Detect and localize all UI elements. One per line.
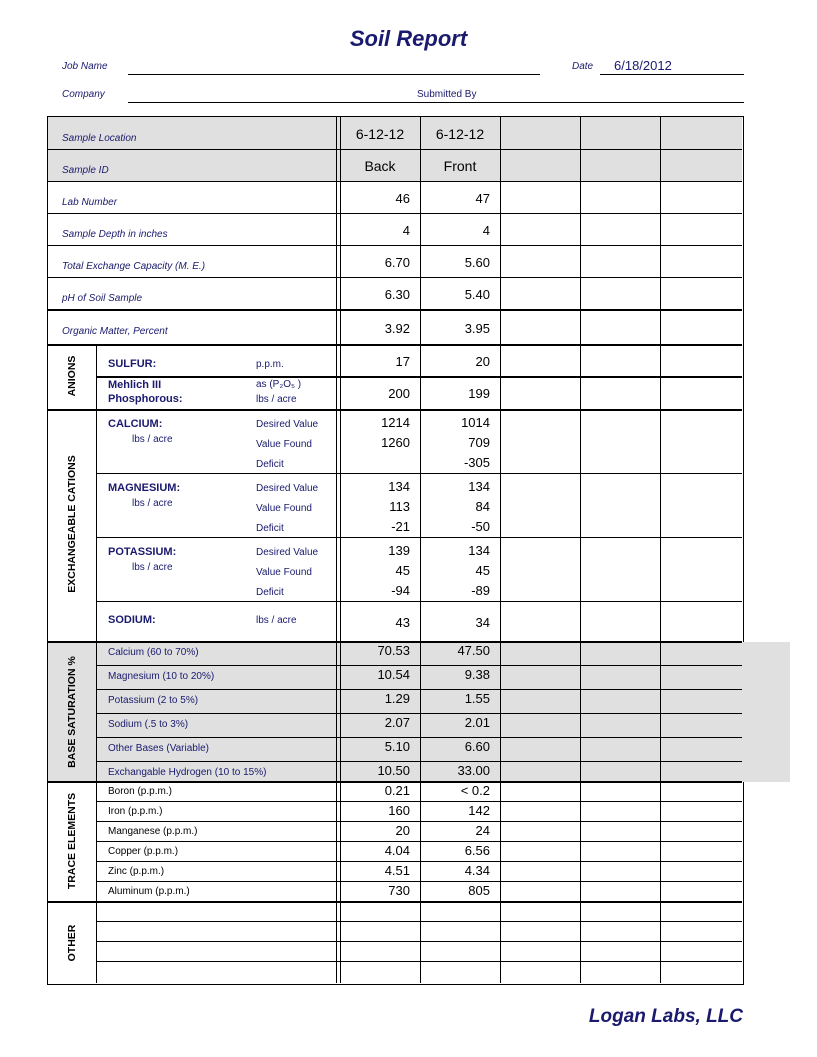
bs-magnesium-front: 9.38 [464,667,490,682]
ph-label: pH of Soil Sample [62,293,143,304]
bs-magnesium-back: 10.54 [377,667,410,682]
date-value[interactable]: 6/18/2012 [614,58,672,73]
sample-location-front: 6-12-12 [435,126,485,142]
bs-calcium-back: 70.53 [377,643,410,658]
sample-location-label: Sample Location [62,133,137,144]
potassium-label: POTASSIUM: [108,546,177,558]
sulfur-back: 17 [395,354,410,369]
bs-potassium-front: 1.55 [464,691,490,706]
ph-front: 5.40 [464,287,490,302]
trace-manganese-front: 24 [475,823,490,838]
bs-potassium-label: Potassium (2 to 5%) [108,695,199,706]
trace-boron-front: < 0.2 [460,783,490,798]
bs-hydrogen-front: 33.00 [457,763,490,778]
bs-other-label: Other Bases (Variable) [108,743,209,754]
magnesium-back-desired: 134 [388,479,410,494]
magnesium-desired-label: Desired Value [256,483,319,494]
trace-zinc-front: 4.34 [464,863,490,878]
sodium-front: 34 [475,615,490,630]
tec-back: 6.70 [384,255,410,270]
trace-copper-front: 6.56 [464,843,490,858]
trace-copper-back: 4.04 [384,843,410,858]
calcium-front-deficit: -305 [463,455,490,470]
organic-back: 3.92 [384,321,410,336]
sample-depth-front: 4 [482,223,490,238]
cations-section-label: EXCHANGEABLE CATIONS [66,455,78,593]
bs-calcium-label: Calcium (60 to 70%) [108,647,199,658]
potassium-back-deficit: -94 [391,583,410,598]
calcium-found-label: Value Found [256,439,312,450]
magnesium-label: MAGNESIUM: [108,482,181,494]
magnesium-front-found: 84 [475,499,490,514]
bs-magnesium-label: Magnesium (10 to 20%) [108,671,215,682]
potassium-unit: lbs / acre [132,562,173,573]
sodium-label: SODIUM: [108,614,156,626]
bs-calcium-front: 47.50 [457,643,490,658]
bs-sodium-back: 2.07 [384,715,410,730]
magnesium-back-found: 113 [389,499,410,514]
sample-id-front: Front [443,158,477,174]
lab-number-label: Lab Number [62,197,118,208]
bs-potassium-back: 1.29 [384,691,410,706]
trace-boron-label: Boron (p.p.m.) [108,786,172,797]
page-title: Soil Report [349,26,468,51]
magnesium-found-label: Value Found [256,503,312,514]
potassium-front-deficit: -89 [471,583,490,598]
magnesium-back-deficit: -21 [391,519,410,534]
phosphorous-back: 200 [388,386,410,401]
calcium-front-desired: 1014 [461,415,490,430]
company-field[interactable] [128,102,744,103]
trace-boron-back: 0.21 [384,783,410,798]
magnesium-deficit-label: Deficit [256,523,284,534]
bs-other-front: 6.60 [464,739,490,754]
date-label: Date [572,61,594,72]
calcium-label: CALCIUM: [108,418,163,430]
potassium-front-found: 45 [475,563,490,578]
calcium-deficit-label: Deficit [256,459,284,470]
base-saturation-section-label: BASE SATURATION % [66,656,78,768]
bs-sodium-label: Sodium (.5 to 3%) [108,719,189,730]
sulfur-front: 20 [475,354,490,369]
sample-id-back: Back [364,158,396,174]
magnesium-front-deficit: -50 [471,519,490,534]
phosphorous-unit-1: as (P₂O₅ ) [256,379,302,390]
tec-front: 5.60 [464,255,490,270]
potassium-front-desired: 134 [468,543,490,558]
mehlich-label: Mehlich III [108,379,162,391]
trace-manganese-back: 20 [395,823,410,838]
organic-label: Organic Matter, Percent [62,326,168,337]
calcium-back-desired: 1214 [381,415,410,430]
job-name-label: Job Name [62,61,108,72]
sample-depth-label: Sample Depth in inches [62,229,168,240]
bs-other-back: 5.10 [384,739,410,754]
sample-id-label: Sample ID [62,165,109,176]
sodium-unit: lbs / acre [256,615,297,626]
trace-zinc-label: Zinc (p.p.m.) [108,866,165,877]
lab-number-back: 46 [395,191,410,206]
trace-iron-label: Iron (p.p.m.) [108,806,163,817]
other-section-label: OTHER [66,924,78,962]
trace-section-label: TRACE ELEMENTS [66,792,78,890]
trace-aluminum-label: Aluminum (p.p.m.) [108,886,190,897]
tec-label: Total Exchange Capacity (M. E.) [62,261,206,272]
potassium-back-desired: 139 [388,543,410,558]
anions-section-label: ANIONS [66,355,78,397]
date-line [600,74,744,75]
trace-aluminum-back: 730 [388,883,410,898]
trace-copper-label: Copper (p.p.m.) [108,846,179,857]
phosphorous-label: Phosphorous: [108,393,183,405]
potassium-back-found: 45 [395,563,410,578]
job-name-field[interactable] [128,74,540,75]
calcium-unit: lbs / acre [132,434,173,445]
sodium-back: 43 [395,615,410,630]
phosphorous-unit-2: lbs / acre [256,394,297,405]
trace-zinc-back: 4.51 [384,863,410,878]
trace-aluminum-front: 805 [468,883,490,898]
magnesium-front-desired: 134 [468,479,490,494]
potassium-desired-label: Desired Value [256,547,319,558]
submitted-by-label: Submitted By [417,89,477,100]
phosphorous-front: 199 [468,386,490,401]
calcium-front-found: 709 [468,435,490,450]
potassium-found-label: Value Found [256,567,312,578]
calcium-desired-label: Desired Value [256,419,319,430]
ph-back: 6.30 [384,287,410,302]
bs-sodium-front: 2.01 [464,715,490,730]
sulfur-label: SULFUR: [108,358,157,370]
potassium-deficit-label: Deficit [256,587,284,598]
trace-iron-front: 142 [468,803,490,818]
bs-hydrogen-back: 10.50 [377,763,410,778]
magnesium-unit: lbs / acre [132,498,173,509]
lab-logo-text: Logan Labs, LLC [588,1006,743,1027]
lab-number-front: 47 [475,191,490,206]
sample-depth-back: 4 [402,223,410,238]
trace-iron-back: 160 [388,803,410,818]
calcium-back-found: 1260 [381,435,410,450]
sulfur-unit: p.p.m. [256,359,284,370]
company-label: Company [62,89,105,100]
sample-location-back: 6-12-12 [355,126,405,142]
trace-manganese-label: Manganese (p.p.m.) [108,826,198,837]
bs-hydrogen-label: Exchangable Hydrogen (10 to 15%) [108,767,267,778]
soil-report-table [47,116,744,985]
organic-front: 3.95 [464,321,490,336]
